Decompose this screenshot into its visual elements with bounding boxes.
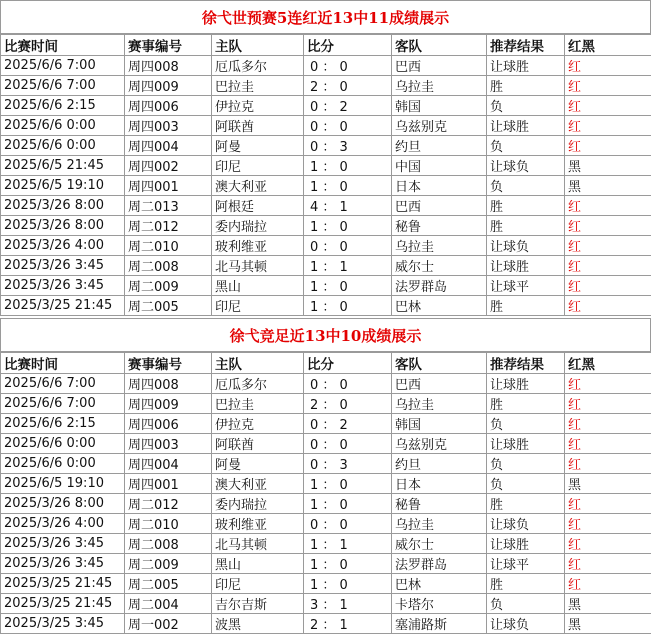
cell-score: 1 ： 0 — [304, 276, 392, 296]
cell-away: 乌拉圭 — [392, 514, 487, 534]
cell-score: 1 ： 0 — [304, 554, 392, 574]
cell-code: 周四003 — [125, 116, 212, 136]
table-row — [1, 614, 651, 634]
table-row — [1, 574, 651, 594]
cell-pick: 让球胜 — [487, 434, 565, 454]
cell-home: 黑山 — [212, 554, 304, 574]
cell-code: 周二004 — [125, 594, 212, 614]
table-row — [1, 156, 651, 176]
cell-code: 周四004 — [125, 136, 212, 156]
cell-result: 红 — [565, 56, 651, 76]
results-table — [0, 34, 651, 316]
cell-pick: 胜 — [487, 216, 565, 236]
cell-home: 北马其顿 — [212, 534, 304, 554]
cell-score: 0 ： 3 — [304, 136, 392, 156]
header-pick: 推荐结果 — [487, 353, 565, 374]
cell-pick: 让球胜 — [487, 256, 565, 276]
cell-home: 黑山 — [212, 276, 304, 296]
cell-score: 0 ： 3 — [304, 454, 392, 474]
cell-time: 2025/3/25 21:45 — [1, 296, 125, 316]
cell-pick: 让球负 — [487, 614, 565, 634]
cell-score: 2 ： 0 — [304, 394, 392, 414]
cell-pick: 让球胜 — [487, 56, 565, 76]
cell-result: 黑 — [565, 176, 651, 196]
cell-away: 巴林 — [392, 296, 487, 316]
cell-pick: 让球负 — [487, 156, 565, 176]
cell-time: 2025/6/5 21:45 — [1, 156, 125, 176]
table-row — [1, 56, 651, 76]
cell-code: 周二013 — [125, 196, 212, 216]
cell-time: 2025/3/26 8:00 — [1, 196, 125, 216]
cell-time: 2025/6/6 7:00 — [1, 394, 125, 414]
cell-code: 周二008 — [125, 256, 212, 276]
cell-time: 2025/3/25 3:45 — [1, 614, 125, 634]
cell-away: 中国 — [392, 156, 487, 176]
cell-score: 1 ： 0 — [304, 216, 392, 236]
cell-result: 红 — [565, 296, 651, 316]
cell-away: 巴西 — [392, 56, 487, 76]
table-body — [1, 374, 651, 634]
cell-away: 威尔士 — [392, 534, 487, 554]
table-row — [1, 474, 651, 494]
cell-away: 乌拉圭 — [392, 76, 487, 96]
cell-time: 2025/6/6 2:15 — [1, 96, 125, 116]
cell-result: 红 — [565, 414, 651, 434]
header-home: 主队 — [212, 353, 304, 374]
cell-home: 澳大利亚 — [212, 176, 304, 196]
cell-result: 红 — [565, 116, 651, 136]
cell-home: 北马其顿 — [212, 256, 304, 276]
cell-home: 阿曼 — [212, 136, 304, 156]
cell-score: 2 ： 0 — [304, 76, 392, 96]
cell-away: 塞浦路斯 — [392, 614, 487, 634]
cell-code: 周四006 — [125, 414, 212, 434]
cell-away: 乌兹别克 — [392, 116, 487, 136]
cell-score: 1 ： 1 — [304, 534, 392, 554]
table-header-row — [1, 353, 651, 374]
section-2 — [0, 318, 651, 634]
cell-pick: 让球平 — [487, 276, 565, 296]
table-row — [1, 296, 651, 316]
cell-time: 2025/6/6 0:00 — [1, 116, 125, 136]
cell-code: 周二009 — [125, 276, 212, 296]
header-code: 赛事编号 — [125, 353, 212, 374]
cell-pick: 负 — [487, 176, 565, 196]
cell-result: 黑 — [565, 614, 651, 634]
cell-home: 印尼 — [212, 574, 304, 594]
cell-home: 伊拉克 — [212, 414, 304, 434]
cell-code: 周四009 — [125, 76, 212, 96]
header-result: 红黑 — [565, 353, 651, 374]
cell-away: 法罗群岛 — [392, 554, 487, 574]
table-row — [1, 276, 651, 296]
cell-home: 印尼 — [212, 156, 304, 176]
cell-time: 2025/3/26 3:45 — [1, 554, 125, 574]
cell-result: 红 — [565, 534, 651, 554]
table-body — [1, 56, 651, 316]
cell-time: 2025/6/6 0:00 — [1, 434, 125, 454]
cell-code: 周四006 — [125, 96, 212, 116]
cell-result: 黑 — [565, 594, 651, 614]
cell-away: 法罗群岛 — [392, 276, 487, 296]
cell-code: 周四009 — [125, 394, 212, 414]
table-header-row — [1, 35, 651, 56]
table-row — [1, 76, 651, 96]
cell-score: 1 ： 0 — [304, 474, 392, 494]
cell-score: 0 ： 0 — [304, 514, 392, 534]
table-row — [1, 514, 651, 534]
table-row — [1, 176, 651, 196]
cell-pick: 胜 — [487, 196, 565, 216]
header-score: 比分 — [304, 353, 392, 374]
cell-home: 阿曼 — [212, 454, 304, 474]
cell-result: 红 — [565, 454, 651, 474]
cell-result: 红 — [565, 574, 651, 594]
cell-score: 0 ： 2 — [304, 96, 392, 116]
cell-home: 玻利维亚 — [212, 514, 304, 534]
cell-time: 2025/6/6 7:00 — [1, 76, 125, 96]
cell-time: 2025/6/5 19:10 — [1, 474, 125, 494]
cell-home: 玻利维亚 — [212, 236, 304, 256]
table-row — [1, 256, 651, 276]
table-row — [1, 434, 651, 454]
cell-time: 2025/6/6 7:00 — [1, 56, 125, 76]
cell-code: 周二009 — [125, 554, 212, 574]
cell-time: 2025/3/26 8:00 — [1, 494, 125, 514]
section-title-box — [0, 318, 651, 352]
header-score: 比分 — [304, 35, 392, 56]
cell-pick: 胜 — [487, 494, 565, 514]
cell-pick: 让球胜 — [487, 374, 565, 394]
cell-time: 2025/3/26 8:00 — [1, 216, 125, 236]
cell-away: 日本 — [392, 176, 487, 196]
cell-pick: 负 — [487, 474, 565, 494]
cell-score: 1 ： 0 — [304, 176, 392, 196]
cell-home: 吉尔吉斯 — [212, 594, 304, 614]
table-row — [1, 594, 651, 614]
cell-away: 韩国 — [392, 96, 487, 116]
cell-score: 4 ： 1 — [304, 196, 392, 216]
cell-code: 周二005 — [125, 296, 212, 316]
cell-time: 2025/6/6 2:15 — [1, 414, 125, 434]
cell-result: 红 — [565, 554, 651, 574]
cell-pick: 胜 — [487, 394, 565, 414]
table-row — [1, 136, 651, 156]
cell-pick: 负 — [487, 96, 565, 116]
cell-home: 阿根廷 — [212, 196, 304, 216]
cell-pick: 让球胜 — [487, 534, 565, 554]
cell-away: 乌拉圭 — [392, 394, 487, 414]
header-away: 客队 — [392, 353, 487, 374]
cell-away: 巴西 — [392, 196, 487, 216]
cell-time: 2025/3/26 4:00 — [1, 236, 125, 256]
cell-result: 红 — [565, 236, 651, 256]
cell-result: 红 — [565, 96, 651, 116]
section-title-box — [0, 0, 651, 34]
cell-code: 周二012 — [125, 216, 212, 236]
cell-time: 2025/6/5 19:10 — [1, 176, 125, 196]
cell-code: 周二010 — [125, 236, 212, 256]
cell-home: 波黑 — [212, 614, 304, 634]
cell-away: 巴西 — [392, 374, 487, 394]
table-row — [1, 236, 651, 256]
table-row — [1, 554, 651, 574]
cell-code: 周四002 — [125, 156, 212, 176]
cell-score: 0 ： 0 — [304, 56, 392, 76]
cell-result: 红 — [565, 434, 651, 454]
cell-result: 红 — [565, 374, 651, 394]
cell-away: 韩国 — [392, 414, 487, 434]
header-home: 主队 — [212, 35, 304, 56]
cell-pick: 负 — [487, 136, 565, 156]
cell-time: 2025/3/25 21:45 — [1, 574, 125, 594]
cell-result: 红 — [565, 76, 651, 96]
cell-code: 周四008 — [125, 374, 212, 394]
cell-result: 红 — [565, 276, 651, 296]
cell-away: 日本 — [392, 474, 487, 494]
cell-away: 威尔士 — [392, 256, 487, 276]
cell-score: 0 ： 0 — [304, 374, 392, 394]
cell-score: 1 ： 0 — [304, 494, 392, 514]
cell-pick: 让球负 — [487, 514, 565, 534]
header-time: 比赛时间 — [1, 35, 125, 56]
cell-score: 0 ： 2 — [304, 414, 392, 434]
cell-time: 2025/6/6 7:00 — [1, 374, 125, 394]
table-row — [1, 216, 651, 236]
cell-home: 委内瑞拉 — [212, 216, 304, 236]
cell-time: 2025/3/26 3:45 — [1, 276, 125, 296]
cell-time: 2025/3/26 3:45 — [1, 534, 125, 554]
table-row — [1, 414, 651, 434]
header-code: 赛事编号 — [125, 35, 212, 56]
cell-pick: 负 — [487, 454, 565, 474]
table-row — [1, 494, 651, 514]
cell-code: 周四004 — [125, 454, 212, 474]
cell-away: 秘鲁 — [392, 494, 487, 514]
cell-score: 0 ： 0 — [304, 434, 392, 454]
cell-result: 黑 — [565, 156, 651, 176]
cell-result: 红 — [565, 514, 651, 534]
cell-result: 红 — [565, 256, 651, 276]
cell-away: 巴林 — [392, 574, 487, 594]
cell-home: 阿联酋 — [212, 434, 304, 454]
table-row — [1, 374, 651, 394]
section-title: 徐弋竞足近13中10成绩展示 — [229, 326, 422, 345]
cell-result: 红 — [565, 136, 651, 156]
header-away: 客队 — [392, 35, 487, 56]
cell-home: 委内瑞拉 — [212, 494, 304, 514]
cell-time: 2025/6/6 0:00 — [1, 454, 125, 474]
section-1 — [0, 0, 651, 316]
cell-home: 澳大利亚 — [212, 474, 304, 494]
cell-result: 红 — [565, 216, 651, 236]
cell-code: 周二008 — [125, 534, 212, 554]
cell-home: 印尼 — [212, 296, 304, 316]
cell-code: 周一002 — [125, 614, 212, 634]
cell-pick: 胜 — [487, 296, 565, 316]
header-result: 红黑 — [565, 35, 651, 56]
cell-result: 黑 — [565, 474, 651, 494]
cell-code: 周四003 — [125, 434, 212, 454]
cell-away: 乌兹别克 — [392, 434, 487, 454]
table-row — [1, 394, 651, 414]
cell-code: 周二010 — [125, 514, 212, 534]
cell-away: 约旦 — [392, 136, 487, 156]
cell-pick: 负 — [487, 594, 565, 614]
cell-home: 巴拉圭 — [212, 76, 304, 96]
cell-home: 厄瓜多尔 — [212, 374, 304, 394]
cell-code: 周四001 — [125, 474, 212, 494]
cell-pick: 让球胜 — [487, 116, 565, 136]
cell-code: 周四001 — [125, 176, 212, 196]
cell-pick: 让球负 — [487, 236, 565, 256]
cell-away: 秘鲁 — [392, 216, 487, 236]
cell-away: 约旦 — [392, 454, 487, 474]
cell-score: 0 ： 0 — [304, 116, 392, 136]
cell-pick: 让球平 — [487, 554, 565, 574]
cell-home: 厄瓜多尔 — [212, 56, 304, 76]
cell-home: 阿联酋 — [212, 116, 304, 136]
table-row — [1, 96, 651, 116]
cell-away: 卡塔尔 — [392, 594, 487, 614]
cell-home: 伊拉克 — [212, 96, 304, 116]
cell-score: 1 ： 0 — [304, 296, 392, 316]
cell-result: 红 — [565, 394, 651, 414]
cell-pick: 胜 — [487, 574, 565, 594]
cell-result: 红 — [565, 196, 651, 216]
cell-time: 2025/3/26 4:00 — [1, 514, 125, 534]
table-row — [1, 116, 651, 136]
cell-away: 乌拉圭 — [392, 236, 487, 256]
results-table — [0, 352, 651, 634]
table-row — [1, 454, 651, 474]
cell-time: 2025/3/26 3:45 — [1, 256, 125, 276]
cell-time: 2025/6/6 0:00 — [1, 136, 125, 156]
section-title: 徐弋世预赛5连红近13中11成绩展示 — [201, 8, 450, 27]
cell-pick: 胜 — [487, 76, 565, 96]
cell-code: 周二005 — [125, 574, 212, 594]
table-row — [1, 534, 651, 554]
table-row — [1, 196, 651, 216]
cell-home: 巴拉圭 — [212, 394, 304, 414]
cell-result: 红 — [565, 494, 651, 514]
cell-pick: 负 — [487, 414, 565, 434]
cell-code: 周二012 — [125, 494, 212, 514]
cell-score: 2 ： 1 — [304, 614, 392, 634]
cell-score: 3 ： 1 — [304, 594, 392, 614]
header-time: 比赛时间 — [1, 353, 125, 374]
cell-time: 2025/3/25 21:45 — [1, 594, 125, 614]
cell-score: 1 ： 0 — [304, 574, 392, 594]
header-pick: 推荐结果 — [487, 35, 565, 56]
cell-code: 周四008 — [125, 56, 212, 76]
cell-score: 1 ： 1 — [304, 256, 392, 276]
cell-score: 0 ： 0 — [304, 236, 392, 256]
cell-score: 1 ： 0 — [304, 156, 392, 176]
